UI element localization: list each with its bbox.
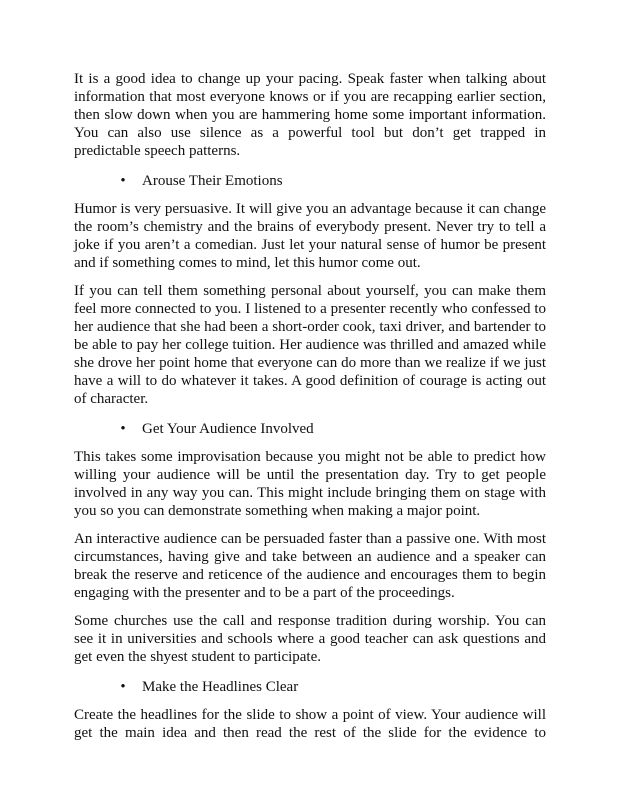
paragraph-headlines: Create the headlines for the slide to show a point of view. Your audience will get the main idea and then read the rest of the slide for the evidence to <box>74 707 546 741</box>
paragraph-interactive-audience: An interactive audience can be persuaded faster than a passive one. With most circumstances, having give and take between an audience and a speaker can break the reserve and reticence of the audience and encourages them to begin engaging with the presenter and to be a part of the proceedings. <box>74 531 546 601</box>
bullet-icon: • <box>120 173 126 189</box>
bullet-headlines-clear <box>74 678 546 696</box>
paragraph-improvisation: This takes some improvisation because you might not be able to predict how willing your audience will be until the presentation day. Try to get people involved in any way you can. This might include bringing them on stage with you so you can demonstrate something when making a major point. <box>74 449 546 519</box>
paragraph-humor: Humor is very persuasive. It will give you an advantage because it can change the room’s chemistry and the brains of everybody present. Never try to tell a joke if you aren’t a comedian. Just let your natural sense of humor be present and if something comes to mind, let this humor come out. <box>74 201 546 271</box>
bullet-icon: • <box>120 679 126 695</box>
bullet-arouse-emotions <box>74 172 546 190</box>
bullet-heading-text: Arouse Their Emotions <box>142 173 283 189</box>
bullet-audience-involved <box>74 420 546 438</box>
paragraph-personal: If you can tell them something personal about yourself, you can make them feel more connected to you. I listened to a presenter recently who confessed to her audience that she had been a short-order cook, taxi driver, and bartender to be able to pay her college tuition. Her audience was thrilled and amazed while she drove her point home that everyone can do more than we realize if we just have a will to do whatever it takes. A good definition of courage is acting out of character. <box>74 283 546 407</box>
bullet-heading-text: Get Your Audience Involved <box>142 421 314 437</box>
paragraph-call-response: Some churches use the call and response tradition during worship. You can see it in universities and schools where a good teacher can ask questions and get even the shyest student to participate. <box>74 613 546 665</box>
bullet-heading-text: Make the Headlines Clear <box>142 679 299 695</box>
paragraph-pacing: It is a good idea to change up your pacing. Speak faster when talking about information that most everyone knows or if you are recapping earlier section, then slow down when you are hammering home some important information. You can also use silence as a powerful tool but don’t get trapped in predictable speech patterns. <box>74 71 546 159</box>
bullet-icon: • <box>120 421 126 437</box>
document-page <box>74 70 546 752</box>
